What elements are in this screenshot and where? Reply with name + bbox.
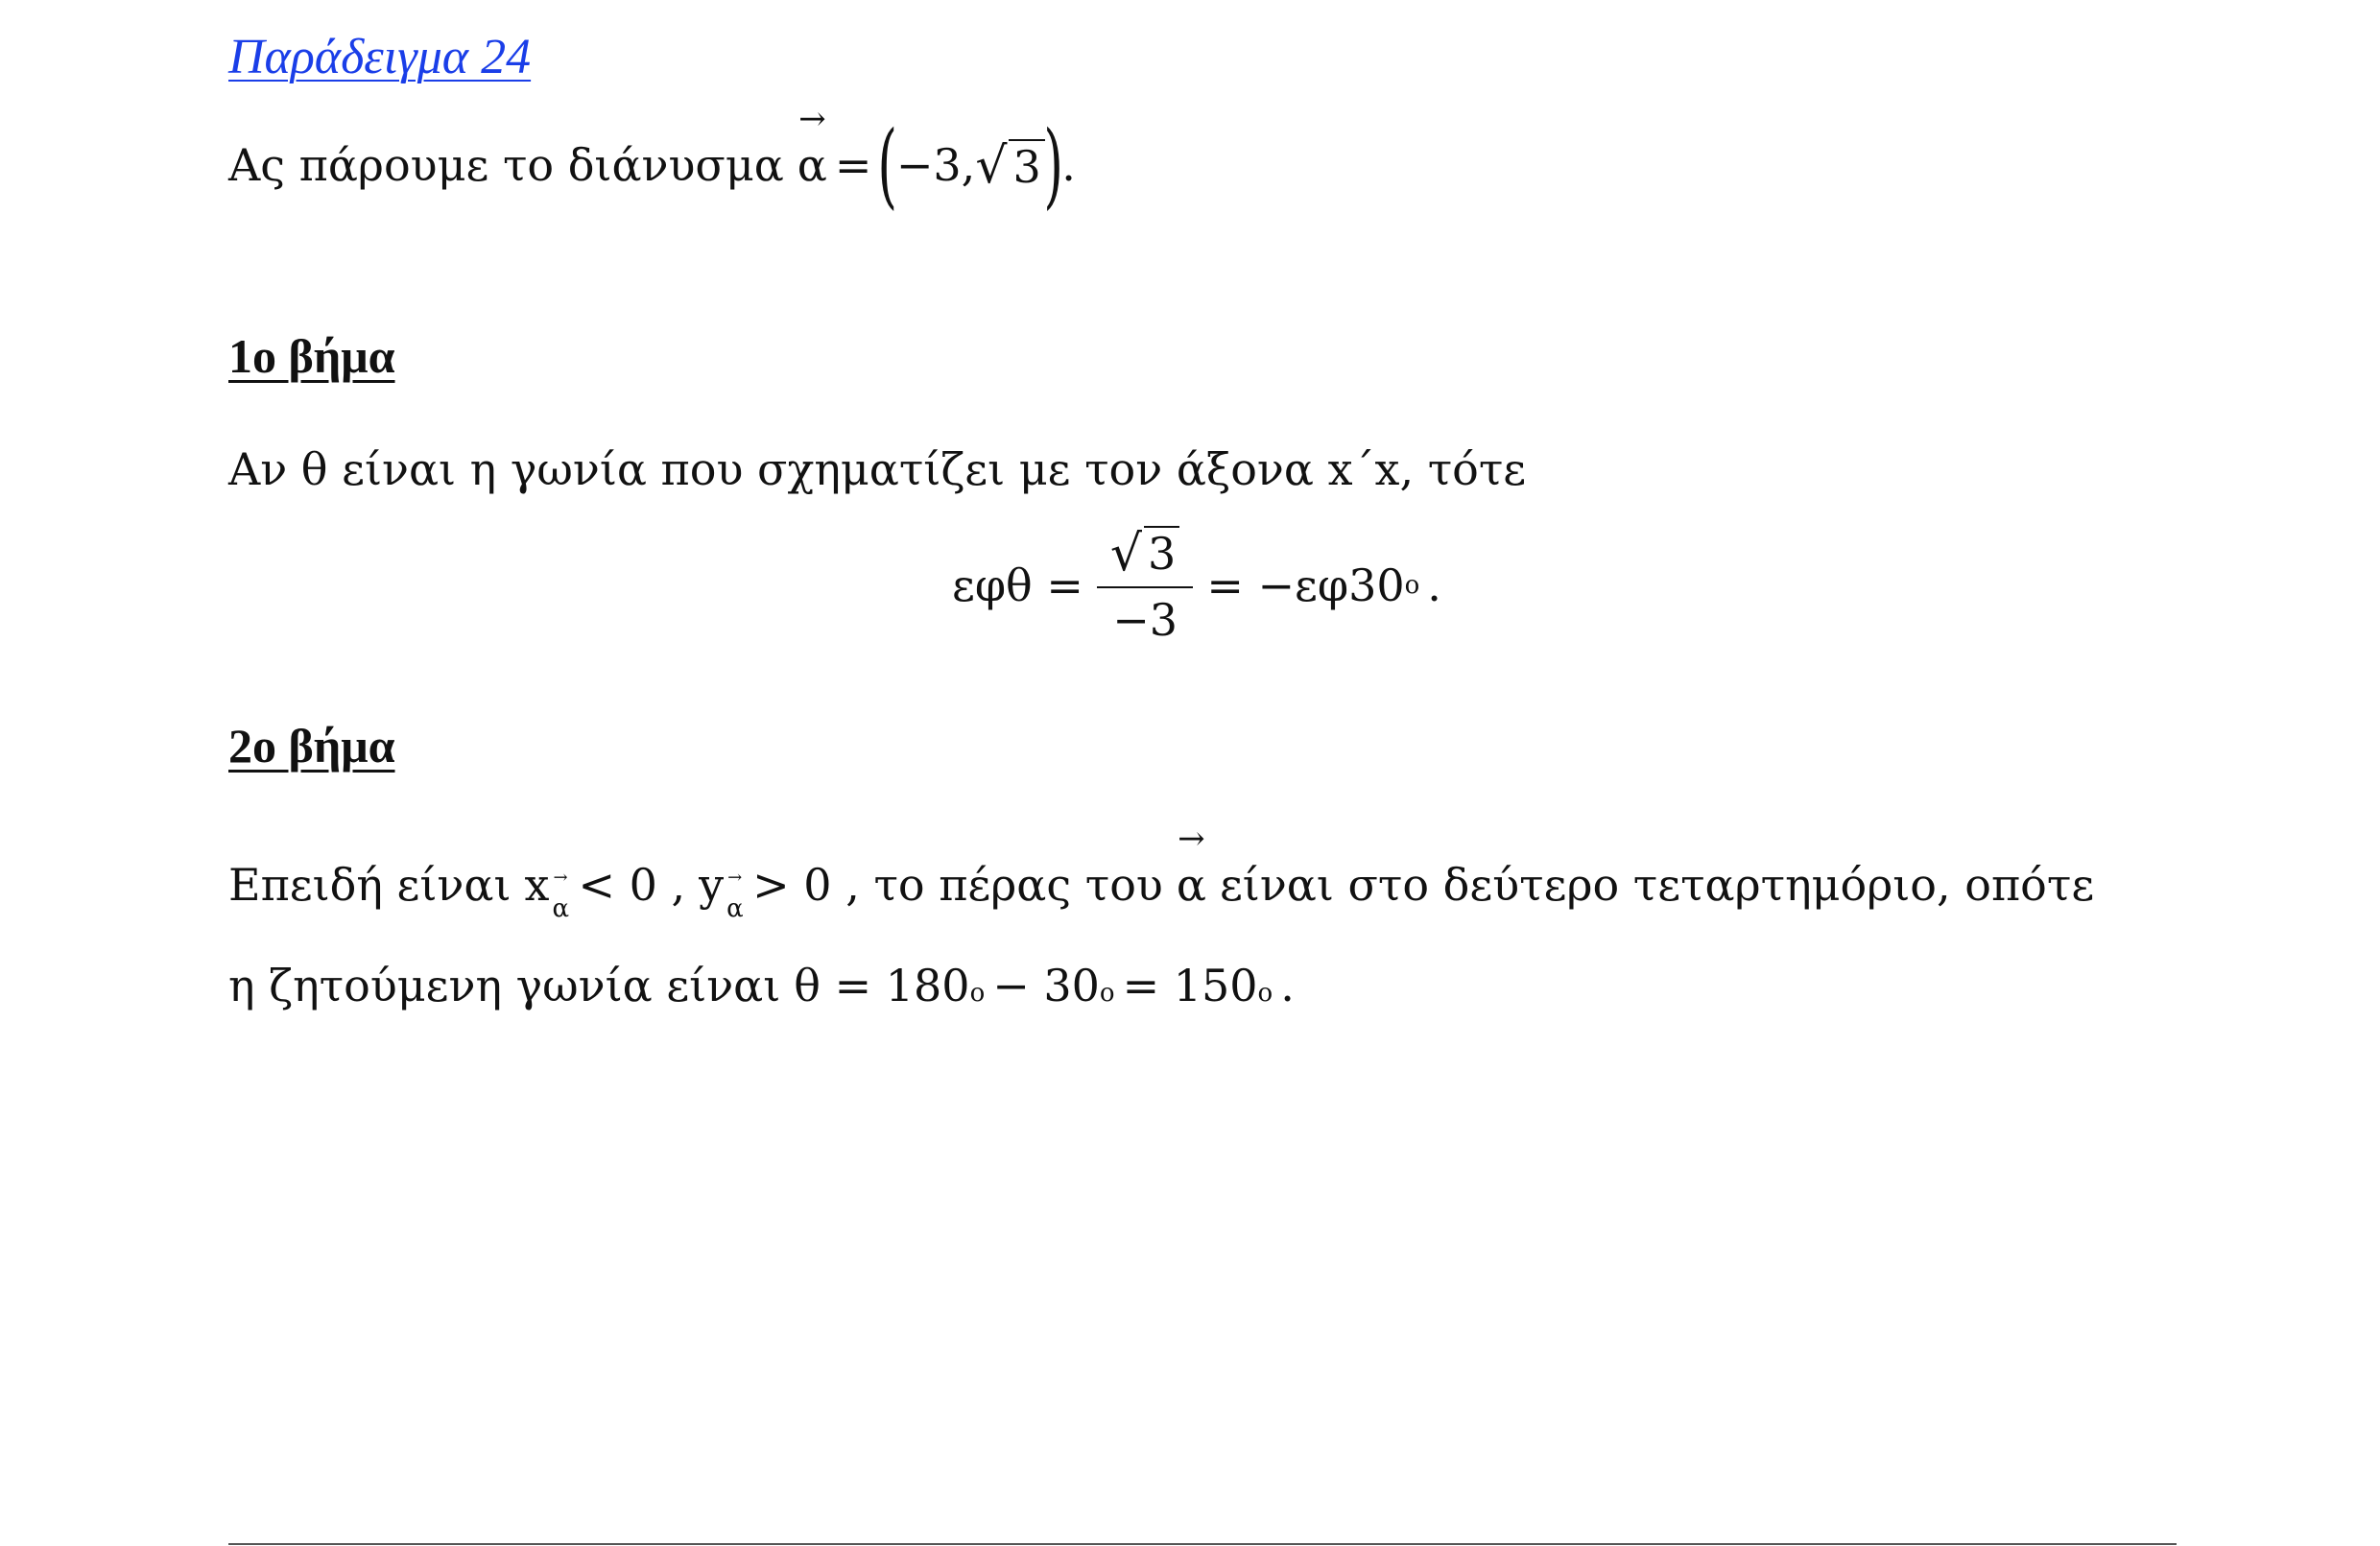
numerator-radicand: 3 xyxy=(1144,526,1179,579)
fraction xyxy=(1097,526,1193,646)
fraction-numerator xyxy=(1097,526,1193,588)
angle-eq-part1: θ = 180 xyxy=(794,960,970,1011)
example-title-link[interactable]: Παράδειγμα 24 xyxy=(228,30,532,84)
formula-period: . xyxy=(1427,559,1441,612)
left-paren: ( xyxy=(877,111,898,219)
subscript-arrow-icon: → xyxy=(553,868,568,888)
angle-eq-part2: − 30 xyxy=(992,960,1100,1011)
intro-line xyxy=(228,100,1076,223)
step1-heading: 1ο βήμα xyxy=(228,329,395,383)
line2-period: . xyxy=(1280,960,1295,1011)
x-subscript-vector xyxy=(549,856,570,923)
x-condition: < 0 , xyxy=(578,859,686,911)
degree-mark: ο xyxy=(1257,979,1273,1008)
vector-a xyxy=(797,100,827,191)
degree-mark: ο xyxy=(1404,571,1420,601)
line2-start: η ζητούμενη γωνία είναι xyxy=(228,960,781,1011)
numerator-sqrt xyxy=(1109,524,1179,583)
vector-arrow-icon: → xyxy=(1178,820,1205,858)
line1-start: Επειδή είναι xyxy=(228,859,512,911)
formula-lhs: εφθ = xyxy=(952,559,1083,612)
tangent-formula xyxy=(952,526,1441,646)
y-subscript-vector xyxy=(724,856,745,923)
angle-eq-part3: = 150 xyxy=(1122,960,1258,1011)
right-paren: ) xyxy=(1043,111,1063,219)
x-component: −3, xyxy=(895,139,976,191)
sqrt-three xyxy=(975,137,1044,196)
fraction-denominator: −3 xyxy=(1112,593,1178,646)
vector-a-inline xyxy=(1176,820,1206,911)
step2-line2 xyxy=(228,960,1295,1011)
radical-sign: √ xyxy=(975,137,1008,196)
subscript-alpha: α xyxy=(552,894,570,923)
vector-arrow-icon: → xyxy=(798,100,826,138)
vector-symbol: α xyxy=(797,139,827,191)
degree-mark: ο xyxy=(969,979,986,1008)
vector-definition xyxy=(797,100,1076,219)
degree-mark: ο xyxy=(1099,979,1115,1008)
y-condition: > 0 , το πέρας του xyxy=(752,859,1163,911)
step2-line1 xyxy=(228,820,2095,923)
formula-rhs: = −εφ30 xyxy=(1206,559,1405,612)
subscript-alpha: α xyxy=(726,894,744,923)
subscript-arrow-icon: → xyxy=(727,868,743,888)
equals-sign: = xyxy=(834,139,872,191)
y-variable: y xyxy=(699,859,725,911)
radicand: 3 xyxy=(1009,139,1044,192)
numerator-radical: √ xyxy=(1109,524,1143,583)
vector-symbol: α xyxy=(1176,859,1206,911)
step1-text: Αν θ είναι η γωνία που σχηματίζει με τον άξονα x΄x, τότε xyxy=(228,443,1527,495)
step2-heading: 2ο βήμα xyxy=(228,719,395,773)
x-variable: x xyxy=(524,859,550,911)
page-divider xyxy=(228,1543,2177,1545)
intro-period: . xyxy=(1061,139,1076,191)
intro-text: Ας πάρουμε το διάνυσμα xyxy=(228,139,784,191)
line1-end: είναι στο δεύτερο τεταρτημόριο, οπότε xyxy=(1219,859,2095,911)
